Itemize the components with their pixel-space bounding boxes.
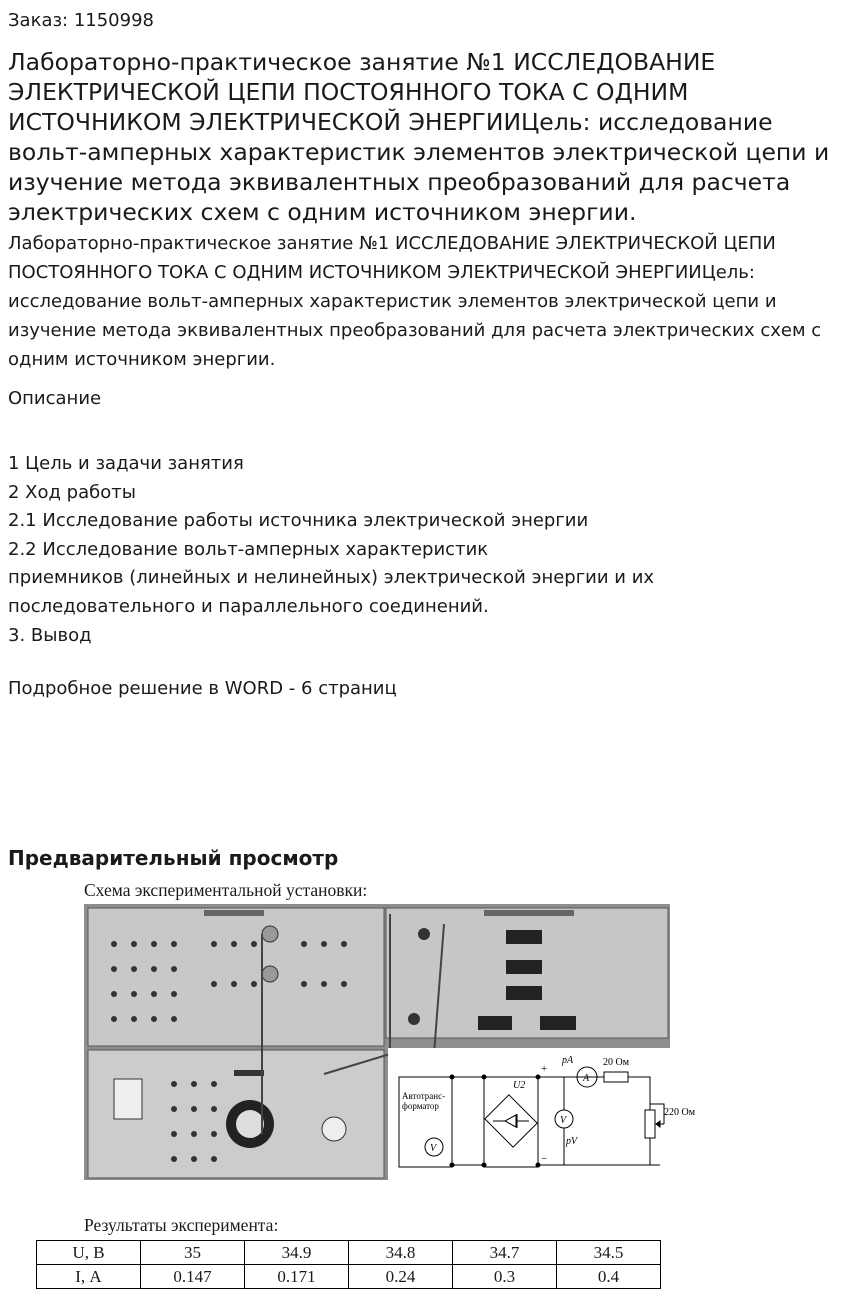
voltmeter2-label: pV bbox=[566, 1136, 578, 1147]
contents-item: 2.2 Исследование вольт-амперных характеристик bbox=[8, 538, 489, 560]
contents-list bbox=[8, 450, 843, 650]
table-cell: 0.4 bbox=[557, 1265, 661, 1289]
description-heading: Описание bbox=[8, 388, 102, 409]
contents-item: последовательного и параллельного соединений. bbox=[8, 595, 489, 617]
ammeter-label: pA bbox=[562, 1055, 574, 1066]
rectifier-label: U2 bbox=[513, 1080, 526, 1091]
preview-heading: Предварительный просмотр bbox=[8, 846, 339, 870]
table-cell: 34.7 bbox=[453, 1241, 557, 1265]
order-number: Заказ: 1150998 bbox=[8, 10, 154, 31]
table-cell: U, В bbox=[37, 1241, 141, 1265]
plus-terminal: + bbox=[541, 1063, 548, 1075]
table-cell: I, А bbox=[37, 1265, 141, 1289]
contents-item: 3. Вывод bbox=[8, 624, 92, 646]
figure-caption: Схема экспериментальной установки: bbox=[84, 880, 368, 900]
minus-terminal: − bbox=[541, 1153, 548, 1165]
rheostat-220-label: 220 Ом bbox=[664, 1107, 696, 1118]
autotransformer-label-line2: форматор bbox=[402, 1101, 439, 1111]
contents-item: 2 Ход работы bbox=[8, 481, 136, 503]
solution-summary: Подробное решение в WORD - 6 страниц bbox=[8, 678, 397, 699]
table-cell: 34.5 bbox=[557, 1241, 661, 1265]
results-table bbox=[36, 1240, 661, 1289]
page-title: Лабораторно-практическое занятие №1 ИССЛЕДОВАНИЕ ЭЛЕКТРИЧЕСКОЙ ЦЕПИ ПОСТОЯННОГО ТОКА С ОДНИМ ИСТОЧНИКОМ ЭЛЕКТРИЧЕСКОЙ ЭНЕРГИИЦель: исследование вольт-амперных характеристик элементов электрической цепи и изучение метода эквивалентных преобразований для расчета электрических схем с одним источником энергии. bbox=[8, 48, 830, 226]
ammeter-symbol: A bbox=[583, 1073, 590, 1084]
contents-item: приемников (линейных и нелинейных) электрической энергии и их bbox=[8, 567, 655, 589]
contents-item: 1 Цель и задачи занятия bbox=[8, 453, 244, 474]
resistor-20-label: 20 Ом bbox=[603, 1057, 630, 1068]
table-cell: 35 bbox=[141, 1241, 245, 1265]
autotransformer-label-line1: Автотранс- bbox=[402, 1091, 446, 1101]
table-cell: 34.8 bbox=[349, 1241, 453, 1265]
table-cell: 0.147 bbox=[141, 1265, 245, 1289]
table-row bbox=[37, 1265, 661, 1289]
table-row bbox=[37, 1241, 661, 1265]
lead-paragraph: Лабораторно-практическое занятие №1 ИССЛЕДОВАНИЕ ЭЛЕКТРИЧЕСКОЙ ЦЕПИ ПОСТОЯННОГО ТОКА С ОДНИМ ИСТОЧНИКОМ ЭЛЕКТРИЧЕСКОЙ ЭНЕРГИИЦель: исследование вольт-амперных характеристик элементов электрической цепи и изучение метода эквивалентных преобразований для расчета электрических схем с одним источником энергии. bbox=[8, 233, 822, 370]
contents-item: 2.1 Исследование работы источника электрической энергии bbox=[8, 510, 589, 532]
table-cell: 0.171 bbox=[245, 1265, 349, 1289]
voltmeter2-symbol: V bbox=[560, 1115, 567, 1126]
circuit-schematic bbox=[388, 1048, 710, 1180]
results-caption: Результаты эксперимента: bbox=[84, 1215, 279, 1235]
table-cell: 0.24 bbox=[349, 1265, 453, 1289]
table-cell: 34.9 bbox=[245, 1241, 349, 1265]
table-cell: 0.3 bbox=[453, 1265, 557, 1289]
voltmeter-symbol: V bbox=[430, 1143, 437, 1154]
